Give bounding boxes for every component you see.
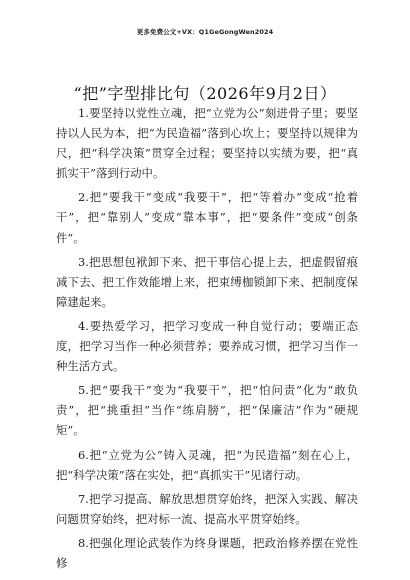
paragraph-5: 5.把“要我干”变为“我要干”，把“怕问责”化为“敢负责”，把“挑重担”当作“练肩膀”，把“保廉洁”作为“硬规矩”。 [56,383,358,438]
document-title: “把”字型排比句（2026年9月2日） [73,83,337,103]
paragraph-8: 8.把强化理论武装作为终身课题，把政治修养摆在党性修 [56,535,358,570]
paragraph-4: 4.要热爱学习，把学习变成一种自觉行动；要端正态度，把学习当作一种必须营养；要养成习惯，把学习当作一种生活方式。 [56,318,358,374]
paragraph-7: 7.把学习提高、解放思想贯穿始终，把深入实践、解决问题贯穿始终，把对标一流、提高水平贯穿始终。 [56,491,358,526]
paragraph-3: 3.把思想包袱卸下来、把干事信心提上去，把虚假留痕减下去、把工作效能增上来，把束缚枷锁卸下来、把制度保障建起来。 [56,254,358,309]
paragraph-1: 1.要坚持以党性立魂，把“立党为公”刻进骨子里；要坚持以人民为本，把“为民造福”落到心坎上；要坚持以规律为尺，把“科学决策”贯穿全过程；要坚持以实绩为要，把“真抓实干”落到行动中。 [56,106,358,181]
paragraph-2: 2.把“要我干”变成“我要干”，把“等着办”变成“抢着干”，把“靠别人”变成“靠本事”，把“要条件”变成“创条件”。 [56,190,358,245]
document-body [56,103,358,577]
header-note: 更多免费公文+VX：Q1GeGongWen2024 [136,28,274,36]
paragraph-6: 6.把“立党为公”铸入灵魂，把“为民造福”刻在心上，把“科学决策”落在实处，把“真抓实干”见诸行动。 [56,447,358,482]
